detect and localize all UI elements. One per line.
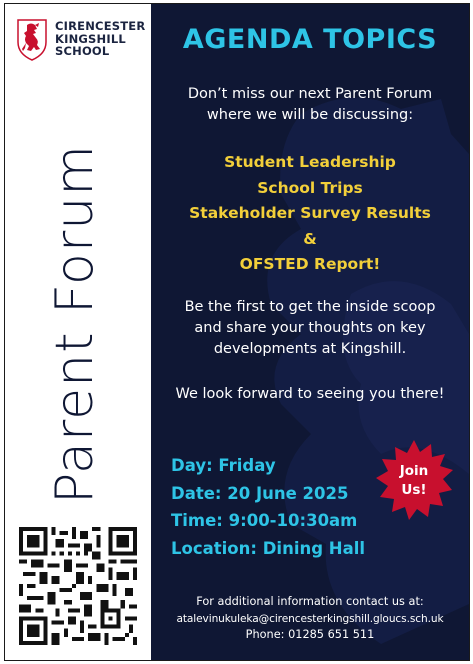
badge-line2: Us! — [401, 482, 427, 498]
agenda-topics-list — [151, 150, 469, 278]
contact-intro: For additional information contact us at: — [196, 595, 424, 608]
topic-ampersand: & — [303, 229, 317, 248]
intro-text — [151, 84, 469, 126]
badge-line1: Join — [399, 463, 429, 479]
red-lion-crest-icon — [15, 16, 49, 62]
scoop-text — [151, 297, 469, 360]
contact-info — [151, 594, 469, 644]
white-side-panel — [5, 4, 151, 660]
navy-content-panel — [151, 4, 469, 660]
topic-item: Stakeholder Survey Results — [189, 204, 431, 222]
contact-email[interactable]: atalevinukuleka@cirencesterkingshill.gloucs.sch.uk — [176, 612, 444, 625]
parent-forum-vertical-title: Parent Forum — [45, 144, 105, 504]
school-name-line2: KINGSHILL — [55, 31, 126, 46]
event-location: Location: Dining Hall — [171, 538, 366, 558]
topic-item: OFSTED Report! — [239, 255, 381, 273]
event-day: Day: Friday — [171, 456, 276, 475]
intro-line1: Don’t miss our next Parent Forum — [187, 86, 433, 102]
scoop-line1: Be the first to get the inside scoop — [184, 299, 436, 315]
event-details — [171, 452, 365, 562]
school-name-line3: SCHOOL — [55, 44, 110, 58]
parent-forum-poster — [4, 3, 470, 661]
qr-code-icon[interactable] — [19, 527, 137, 645]
school-name-line1: CIRENCESTER — [55, 19, 146, 33]
school-name — [55, 20, 149, 58]
topic-item: School Trips — [257, 178, 363, 197]
join-us-badge — [373, 440, 455, 522]
scoop-line3: developments at Kingshill. — [213, 341, 407, 357]
event-date: Date: 20 June 2025 — [171, 483, 349, 503]
join-us-text — [373, 462, 455, 500]
event-time: Time: 9:00-10:30am — [171, 511, 358, 530]
topic-item: Student Leadership — [224, 153, 396, 171]
closing-line: We look forward to seeing you there! — [175, 386, 445, 402]
closing-text — [151, 384, 469, 405]
scoop-line2: and share your thoughts on key — [194, 320, 426, 336]
intro-line2: where we will be discussing: — [206, 107, 414, 123]
contact-phone: Phone: 01285 651 511 — [245, 628, 375, 641]
agenda-heading: AGENDA TOPICS — [182, 24, 438, 55]
